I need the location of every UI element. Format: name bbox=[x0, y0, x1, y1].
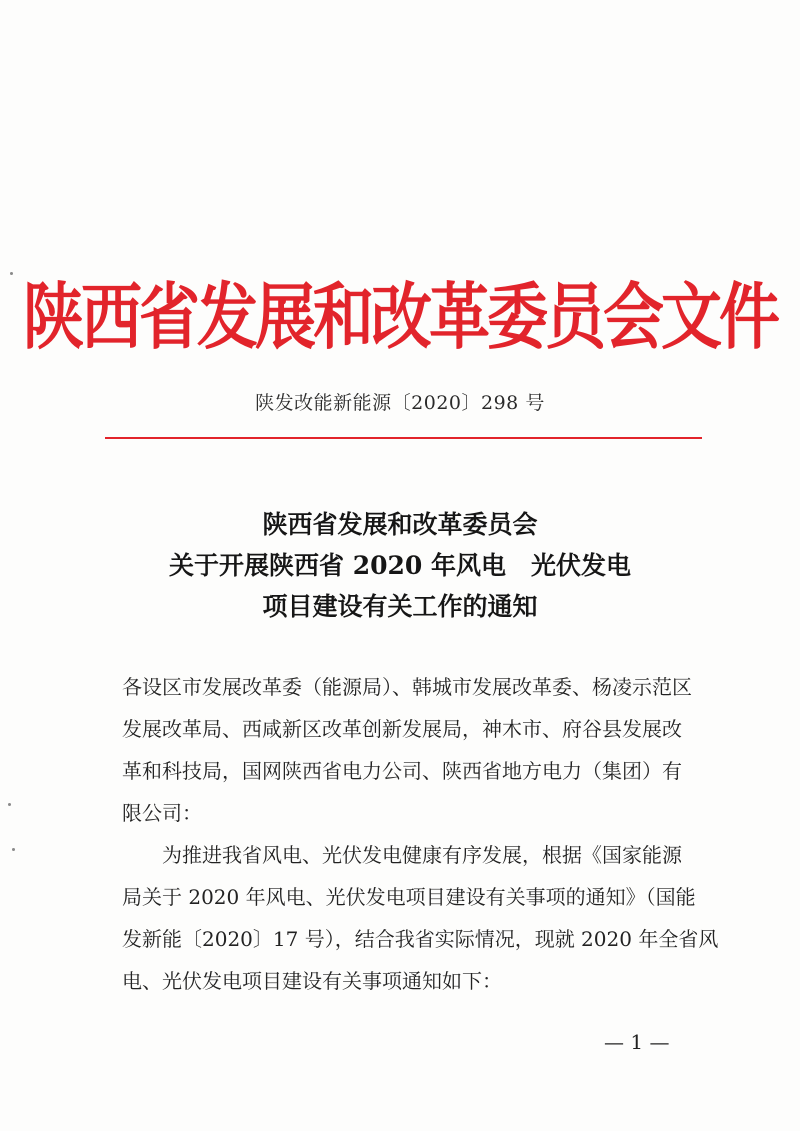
addressee-block bbox=[122, 666, 692, 834]
title-line: 项目建设有关工作的通知 bbox=[262, 592, 538, 621]
addressee-line: 各设区市发展改革委（能源局）、韩城市发展改革委、杨凌示范区 bbox=[122, 675, 692, 699]
body-paragraph bbox=[122, 834, 719, 1002]
paragraph-line: 发新能〔2020〕17 号），结合我省实际情况，现就 2020 年全省风 bbox=[122, 927, 719, 951]
addressee-line: 限公司： bbox=[122, 801, 202, 825]
paragraph-line: 为推进我省风电、光伏发电健康有序发展，根据《国家能源 bbox=[122, 843, 682, 867]
document-number: 陕发改能新能源〔2020〕298 号 bbox=[255, 392, 545, 414]
title-line: 关于开展陕西省 2020 年风电 光伏发电 bbox=[169, 551, 631, 580]
addressee-line: 革和科技局，国网陕西省电力公司、陕西省地方电力（集团）有 bbox=[122, 759, 682, 783]
addressee-line: 发展改革局、西咸新区改革创新发展局，神木市、府谷县发展改 bbox=[122, 717, 682, 741]
scan-speck bbox=[8, 803, 11, 806]
paragraph-line: 局关于 2020 年风电、光伏发电项目建设有关事项的通知》（国能 bbox=[122, 885, 696, 909]
paragraph-line: 电、光伏发电项目建设有关事项通知如下： bbox=[122, 969, 502, 993]
title-line: 陕西省发展和改革委员会 bbox=[262, 510, 538, 539]
issuer-masthead: 陕西省发展和改革委员会文件 bbox=[22, 276, 777, 360]
scan-speck bbox=[10, 272, 13, 275]
red-separator-line bbox=[105, 437, 702, 439]
scan-speck bbox=[12, 848, 15, 851]
page-number: — 1 — bbox=[604, 1030, 670, 1054]
notice-title bbox=[0, 504, 800, 627]
